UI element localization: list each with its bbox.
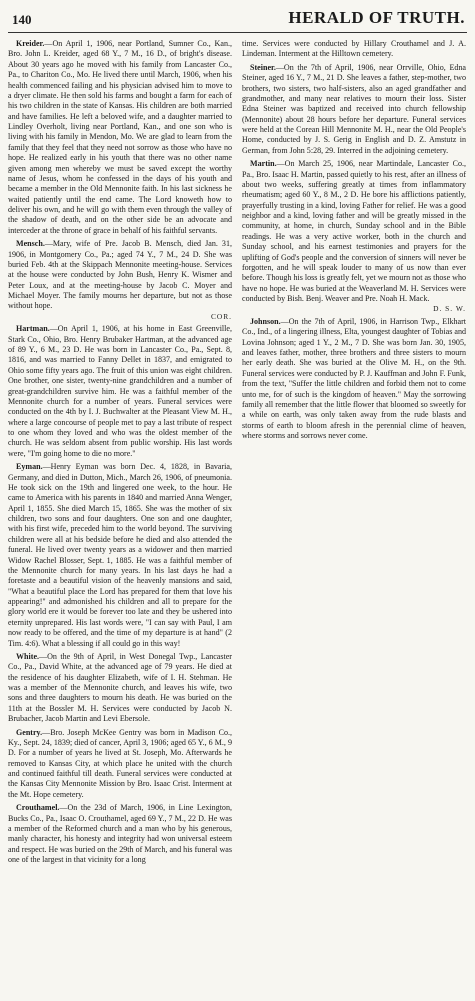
obituary-text: —Henry Eyman was born Dec. 4, 1828, in Bavaria, Germany, and died in Dutton, Mich., March 26, 1906, of pneumonia. He took sick on the 19th and lingered one week, to the hour. He came to America with his parents in 1840 and married Anna Wenger, April 1, 1855. She died March 15, 1865. She was the mother of six children, two sons and four daughters. One son and one daughter, with his first wife, preceded him to the world beyond. The surviving children were all at his bedside before he died and also attended the funeral. He lived over twenty years as a widower and then married Widow Rachel Blosser, Sept. 1, 1885. He was a faithful member of the Mennonite church for many years. In his last days he had a foretaste and a beautiful vision of the heavenly mansions and said, "What a beautiful place the Lord has prepared for them that love his appearing!" and admonished his children and all to prepare for the glory world ere it would be forever too late and they be ushered into eternity unprepared. His last words were, "I can say with Paul, I am now ready to be offered, and the time of my departure is at hand" (2 Tim. 4:6). What a blessing if all could go in this way! xyxy=(8,462,232,648)
obituary-columns xyxy=(8,39,467,868)
obituary-name: Mensch. xyxy=(16,239,45,249)
obituary-text: —On March 25, 1906, near Martindale, Lancaster Co., Pa., Bro. Isaac H. Martin, passed quietly to his rest, after an illness of about two weeks, suffering greatly at times from inflammatory rheumatism; aged 60 Y., 8 M., 2 D. He bore his afflictions patiently, prayerfully trusting in a kind, loving Father for relief. He was a good neighbor and a kind, loving father and will be greatly missed in the community, at home, in church, Sunday school and in the Bible readings. He was a very active worker, both in the church and Sunday school, and his earnest testimonies and prayers for the uplifting of God's people and the conversion of sinners will never be forgotten, and he will speak louder to many of us now than ever before. Though his loss is greatly felt, yet we mourn not as those who have no hope. He was buried at the Weaverland M. H. Services were conducted by Bish. Benj. Weaver and Pre. Noah H. Mack. xyxy=(242,159,467,303)
obituary-name: Steiner. xyxy=(250,62,276,72)
right-column xyxy=(242,39,466,868)
obituary-notice xyxy=(242,63,466,156)
obituary-text: —Bro. Joseph McKee Gentry was born in Madison Co., Ky., Sept. 24, 1839; died of cancer, April 3, 1906; aged 65 Y., 6 M., 9 D. For a number of years he lived at St. Joseph, Mo. Afterwards he removed to Kansas City, at which place he united with the church and continued faithful till death. Funeral services were conducted at the Kansas City Mennonite Mission by Bro. Isaac Crist. Interment at the Mt. Hope cemetery. xyxy=(8,727,232,799)
obituary-notice xyxy=(8,239,232,321)
obituary-notice xyxy=(8,324,232,459)
obituary-notice xyxy=(242,317,466,442)
obituary-text: —On the 9th of April, in West Donegal Twp., Lancaster Co., Pa., David White, at the advanced age of 79 years. He died at the residence of his daughter Elizabeth, wife of I. H. Stehman. He was a member of the Mennonite church, and leaves his wife, two sons and three daughters to mourn his death. He was buried on the 11th at the Bossler M. H. Services were conducted by Jacob N. Brubacher, Jacob Martin and Levi Ebersole. xyxy=(8,651,232,724)
obituary-name: Crouthamel. xyxy=(16,803,60,813)
obituary-notice xyxy=(8,728,232,801)
obituary-notice xyxy=(8,652,232,725)
obituary-name: Gentry. xyxy=(16,727,43,737)
obituary-name: Johnson. xyxy=(250,316,281,326)
obituary-text: —On April 1, 1906, near Portland, Sumner Co., Kan., Bro. John L. Kreider, aged 68 Y., 7 M., 16 D., of bright's disease. About 30 years ago he moved with his family from Lancaster Co., Pa., to Chariton Co., Mo. He lived there until March, 1906, when his health commenced failing and his physician advised him to move to a dryer climate. He then sold his farms and bought a farm for each of his two children in the state of Kansas. His children are both married and have families. He left a beloved wife, and a daughter married to Lindley Overholt, living near Portland, Kan., and one son who is living with his family in Mendon, Mo. We are glad to learn from the family that they feel that they need not sorrow as those who have no hope. He realized early in his youth that there was no other name given among men whereby we must be saved except the worthy name of Jesus, whom he confessed in the days of his youth and became a member in the Old Mennonite faith. In his last sickness he waited patiently until the end came. The Lord knoweth how to deliver his own, and he will go with them even through the valley of the shadow of death, and on the other side be an advocate and interceder at the throne of grace in behalf of his faithful servants. xyxy=(8,39,232,235)
obituary-text: time. Services were conducted by Hillary Crouthamel and J. A. Lindeman. Interment at the Hilltown cemetery. xyxy=(242,39,466,59)
obituary-notice xyxy=(8,39,232,236)
obituary-name: Martin. xyxy=(250,159,277,169)
obituary-signature: COR. xyxy=(210,311,232,321)
obituary-notice xyxy=(8,462,232,649)
obituary-name: Hartman. xyxy=(16,324,50,334)
obituary-text: —On April 1, 1906, at his home in East Greenville, Stark Co., Ohio, Bro. Henry Brubaker Hartman, at the advanced age of 89 Y., 6 M., 23 D. He was born in Lancaster Co., Pa., Sept. 8, 1816, and was married to Fanny Dellet in 1837, and emigrated to Ohio some fifty years ago. The fruit of this union was eight children. One brother, one sister, twenty-nine grandchildren and a number of great-grandchildren survive him. He was a faithful member of the Mennonite church for a number of years. Funeral services were conducted on the 4th by I. J. Buchwalter at the Pleasant View M. H., where a large concourse of people met to pay a last tribute of respect to one whom they loved and who was the oldest member of the church. He was seldom absent from public worship. His last words were, "I'm going home to die no more." xyxy=(8,324,232,458)
obituary-notice xyxy=(242,39,466,60)
obituary-text: —On the 7th of April, 1906, near Orrville, Ohio, Edna Steiner, aged 16 Y., 7 M., 21 D. She leaves a father, step-mother, two brothers, two sisters, two half-sisters, also an aged grandfather and grandmother, and many near relatives to mourn their loss. Sister Edna Steiner was baptized and received into church fellowship (Mennonite) about 28 hours before her departure. Funeral services were held at the Corean Hill Mennonite M. H., near the Old People's Home, conducted by J. S. Gerig in English and D. Z. Amstutz in German, from John 5:28, 29. Interred in the adjoining cemetery. xyxy=(242,62,466,155)
page-number: 140 xyxy=(12,12,32,27)
obituary-text: —Mary, wife of Pre. Jacob B. Mensch, died Jan. 31, 1906, in Montgomery Co., Pa.; aged 74 Y., 7 M., 24 D. She was buried Feb. 4th at the Skippach Mennonite meeting-house. Services at the house were conducted by John Bush, Henry K. Wismer and Peter Loux, and at the meeting-house by Jacob C. Moyer and Michael Moyer. The family mourns her departure, but not as those without hope. xyxy=(8,239,232,311)
obituary-name: Kreider. xyxy=(16,39,45,48)
obituary-name: White. xyxy=(16,651,40,661)
obituary-notice xyxy=(242,159,466,314)
left-column xyxy=(8,39,232,868)
obituary-signature: D. S. W. xyxy=(433,304,466,314)
obituary-name: Eyman. xyxy=(16,462,43,472)
obituary-text: —On the 7th of April, 1906, in Harrison Twp., Elkhart Co., Ind., of a lingering illness, Elta, youngest daughter of Tobias and Lovina Johnson; aged 1 Y., 2 M., 7 D. She was born Jan. 30, 1905, and leaves father, mother, three brothers and three sisters to mourn her early death. She was buried at the Olive M. H., on the 9th. Funeral services were conducted by P. J. Kauffman and John F. Funk, from the text, "Suffer the little children and forbid them not to come unto me, for of such is the kingdom of heaven." May the sorrowing family all remember that the little flower that bloomed so sweetly for a while on earth, was only taken away from the rude blasts and storms of earth to bloom afresh in the perennial clime of heaven, where storms and sorrows never come. xyxy=(242,316,466,441)
masthead-title: HERALD OF TRUTH. xyxy=(288,8,465,27)
page-header xyxy=(8,6,467,33)
obituary-notice xyxy=(8,803,232,865)
obituary-text: —On the 23d of March, 1906, in Line Lexington, Bucks Co., Pa., Isaac O. Crouthamel, aged 69 Y., 7 M., 22 D. He was a member of the Reformed church and a man who by his generous, manly character, his honesty and integrity had won universal esteem and respect. He was buried on the 29th of March, and his funeral was one of the largest in that vicinity for a long xyxy=(8,803,232,865)
